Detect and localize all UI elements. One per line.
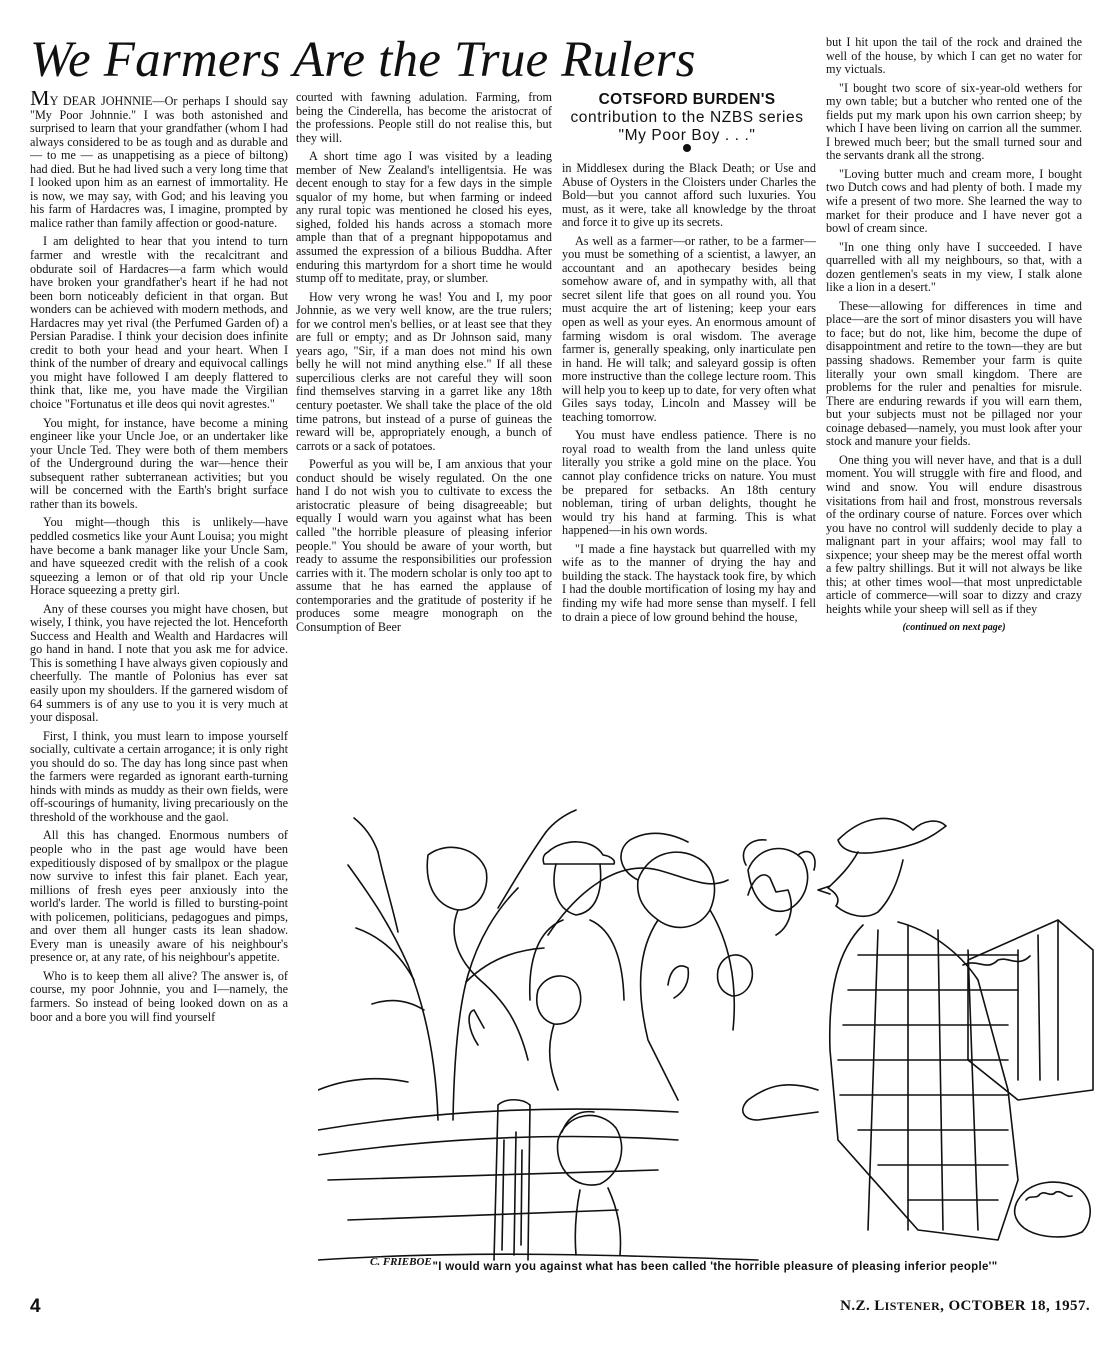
gate-post bbox=[494, 1100, 530, 1260]
tree-trunk bbox=[348, 865, 438, 1120]
author-name: COTSFORD BURDEN'S bbox=[598, 91, 776, 108]
crowd-boy bbox=[558, 1116, 622, 1186]
article-paragraph: "I bought two score of six-year-old wethers for my own table; but a butcher who rented one of the fields put my mark upon his own carrion sheep; by which I have been living on carrion all the summer. I brewed much beer; but the small turned sour and the servants drank all the strong. bbox=[826, 80, 1082, 163]
article-paragraph: courted with fawning adulation. Farming, from being the Cinderella, has become the aristocrat of the professions. People still do not realise this, but they will. bbox=[296, 91, 552, 145]
page-number: 4 bbox=[30, 1296, 41, 1317]
article-column-2 bbox=[296, 91, 552, 756]
article-column-1 bbox=[30, 91, 288, 1306]
article-paragraph: You might, for instance, have become a mining engineer like your Uncle Joe, or an undertaker like your Uncle Ted. They were both of them members of the Underground during the war—hence their subsequent rather subterranean activities; but you will be concerned with the Earth's bright surface rather than its bowels. bbox=[30, 415, 288, 511]
article-paragraph: A short time ago I was visited by a leading member of New Zealand's intelligentsia. He was decent enough to stay for a few days in the simple squalor of my home, but when farming or indeed any rural topic was mentioned he closed his eyes, sighed, folded his hands across a stomach more ample than that of a pregnant hippopotamus and assumed the expression of a bilious Buddha. After enduring this martyrdom for a short time he would stump off to meditate, pray, or slumber. bbox=[296, 149, 552, 286]
article-paragraph: "Loving butter much and cream more, I bought two Dutch cows and had plenty of both. I made my wife a present of two more. She learned the way to market for their produce and I have never got a bowl of cream since. bbox=[826, 166, 1082, 236]
article-paragraph: MY DEAR JOHNNIE—Or perhaps I should say "My Poor Johnnie." I was both astonished and surprised to learn that your grandfather (whom I had always considered to be as tough and as durable and — to me — as unappetising as a piece of biltong) had died. But he had lived such a very long time that I looked upon him as an earnest of immortality. He is now, we may say, with God; and his leaving you his farm of Hardacres was, I imagine, prompted by malice rather than family affection or good-nature. bbox=[30, 91, 288, 230]
article-paragraph: "In one thing only have I succeeded. I have quarrelled with all my neighbours, so that, with a dozen gentlemen's seats in my view, I stalk alone like a lion in a desert." bbox=[826, 239, 1082, 295]
article-paragraph: First, I think, you must learn to impose yourself socially, cultivate a certain arrogance; it is only right you should do so. The day has long since past when the farmers were regarded as ignorant earth-turning hinds with minds as muddy as their own fields, were off-scourings of humanity, living precariously on the threshold of the workhouse and the gaol. bbox=[30, 728, 288, 824]
article-paragraph: These—allowing for differences in time and place—are the sort of minor disasters you will have to face; but do not, like him, become the dupe of disappointment and retire to the town—they are but passing shadows. Remember your farm is quite literally your own small kingdom. There are problems for the ruler and penalties for misrule. There are enduring rewards if you will earn them, but your subjects must not be pillaged nor your coinage debased—namely, you must look after your stock and manure your fields. bbox=[826, 298, 1082, 449]
article-paragraph: I am delighted to hear that you intend to turn farmer and wrestle with the recalcitrant and obdurate soil of Hardacres—a farm which would have broken your grandfather's heart if he had not been born noticeably deficient in that organ. But wonders can be achieved with modern methods, and Hardacres may yet rival (the Perfumed Garden of) a Persian Paradise. I think your decision does infinite credit to both your head and your heart. When I think of the number of dreary and equivocal callings you might have followed I am deeply flattered to think that, like me, you have made the Virgilian choice "Fortunatus et ille deos qui novit agrestes." bbox=[30, 234, 288, 412]
bullet-divider bbox=[683, 144, 691, 152]
crowd-man-hat bbox=[543, 842, 614, 864]
byline-text: contribution to the NZBS series "My Poor Boy . . ." bbox=[570, 109, 804, 144]
article-paragraph: You must have endless patience. There is no royal road to wealth from the land unless quite literally you strike a gold mine on the place. You cannot play confidence tricks on nature. You must be prepared for setbacks. An 18th century nobleman, tiring of urban delights, thought he would try his hand at farming. This is what happened—in his own words. bbox=[562, 428, 816, 538]
pub-date: , OCTOBER 18, 1957. bbox=[940, 1298, 1090, 1314]
article-paragraph: "I made a fine haystack but quarrelled with my wife as to the manner of drying the hay and building the stack. The haystack took fire, by which I had the double mortification of losing my hay and finding my wife had more sense than myself. I fell to drain a piece of low ground behind the house, bbox=[562, 541, 816, 624]
crowd-woman bbox=[638, 852, 715, 927]
publication-footer bbox=[760, 1298, 1090, 1315]
farmer-jacket bbox=[830, 922, 1018, 1240]
article-paragraph: All this has changed. Enormous numbers of people who in the past age would have been expeditiously disposed of by smallpox or the plague now survive to infest this fair planet. Each year, millions of fresh eyes peer anxiously into the world's larder. The world is filled to bursting-point with policemen, politicians, pedagogues and pimps, and over them all hunger casts its lean shadow. Every man is uneasily aware of his neighbour's presence or, at any rate, of his neighbour's appetite. bbox=[30, 828, 288, 965]
artist-signature: C. FRIEBOE bbox=[370, 1256, 432, 1268]
sheep bbox=[1015, 1182, 1091, 1237]
drop-cap: M bbox=[30, 91, 50, 110]
article-paragraph: One thing you will never have, and that is a dull moment. You will struggle with fire and flood, and wind and snow. You will endure disastrous visitations from hail and frost, monstrous reversals of the ordinary course of nature. Forces over which you have no control will suddenly decide to play a malignant part in your affairs; wool may fall to sixpence; your sheep may be the merest offal worth a few paltry shillings. But it will not always be like this; at other times wool—that most unpredictable article of commerce—will soar to dizzy and crazy heights while your sheep will sell as if they bbox=[826, 452, 1082, 616]
cartoon-illustration bbox=[318, 760, 1098, 1272]
article-paragraph: but I hit upon the tail of the rock and drained the well of the house, by which I can get no water for my victuals. bbox=[826, 36, 1082, 77]
byline bbox=[562, 91, 812, 145]
article-paragraph: in Middlesex during the Black Death; or Use and Abuse of Oysters in the Cloisters under Charles the Bold—but you cannot afford such luxuries. You must, as it were, take all knowledge by the throat and force it to give up its secrets. bbox=[562, 162, 816, 230]
article-paragraph: Any of these courses you might have chosen, but wisely, I think, you have rejected the lot. Henceforth Success and Health and Wealth and Hardacres will go hand in hand. I note that you ask me for advice. This is something I have always given copiously and cheerfully. The mantle of Polonius has ever sat easily upon my shoulders. If the garnered wisdom of 64 summers is of any use to you it is very much at your disposal. bbox=[30, 601, 288, 725]
farmer-face bbox=[828, 852, 903, 916]
article-paragraph: As well as a farmer—or rather, to be a farmer—you must be something of a scientist, a lawyer, an accountant and an apothecary besides being somehow aware of, and in sympathy with, all that secret silent life that goes on all round you. You must acquire the art of listening; keep your ears open as well as your eyes. An enormous amount of farming wisdom is oral wisdom. The average farmer is, generally speaking, only inarticulate pen in hand. He will talk; and saleyard gossip is often more instructive than the college lecture room. This will help you to keep up to date, for very often what Giles says today, Lincoln and Massey will be teaching tomorrow. bbox=[562, 233, 816, 424]
article-paragraph: How very wrong he was! You and I, my poor Johnnie, as we very well know, are the true rulers; for we control men's bellies, or at least see that they are full or empty; and as Dr Johnson said, many years ago, "Sir, if a man does not mind his own belly he will not mind anything else." If all these supercilious clerks are not careful they will soon find themselves starving in a garret like any 18th century poetaster. We shall take the place of the old time patrons, but instead of a purse of guineas the reward will be, appropriately enough, a bunch of carrots or a sack of potatoes. bbox=[296, 289, 552, 453]
pub-small-caps: ISTENER bbox=[884, 1299, 941, 1313]
article-column-4 bbox=[826, 36, 1082, 758]
continued-note: (continued on next page) bbox=[902, 622, 1006, 634]
pub-prefix: N.Z. L bbox=[840, 1298, 885, 1314]
crowd-man-left bbox=[427, 847, 487, 910]
article-column-3 bbox=[562, 162, 816, 756]
illustration-caption: "I would warn you against what has been called 'the horrible pleasure of pleasing inferior people'" bbox=[432, 1261, 998, 1273]
article-paragraph: You might—though this is unlikely—have peddled cosmetics like your Aunt Louisa; you might have become a bank manager like your Uncle Sam, and have squeezed credit with the relish of a cook squeezing a lemon or of that old rip your Uncle Horace squeezing a pretty girl. bbox=[30, 515, 288, 598]
article-paragraph: Powerful as you will be, I am anxious that your conduct should be wisely regulated. On the one hand I do not wish you to cultivate to excess the aristocratic pleasure of being disagreeable; but equally I would warn you against what has been called "the horrible pleasure of pleasing inferior people." You should be aware of your worth, but ready to assume the responsibilities our profession carries with it. The modern scholar is only too apt to assume that he has earned the applause of contemporaries and the gratitude of posterity if he produces some meagre monograph on the Consumption of Beer bbox=[296, 457, 552, 634]
page-title: We Farmers Are the True Rulers bbox=[30, 32, 696, 88]
farmer-hat bbox=[838, 819, 946, 854]
article-paragraph: Who is to keep them all alive? The answer is, of course, my poor Johnnie, you and I—namely, the farmers. So instead of being looked down on as a boor and a bore you will find yourself bbox=[30, 968, 288, 1024]
